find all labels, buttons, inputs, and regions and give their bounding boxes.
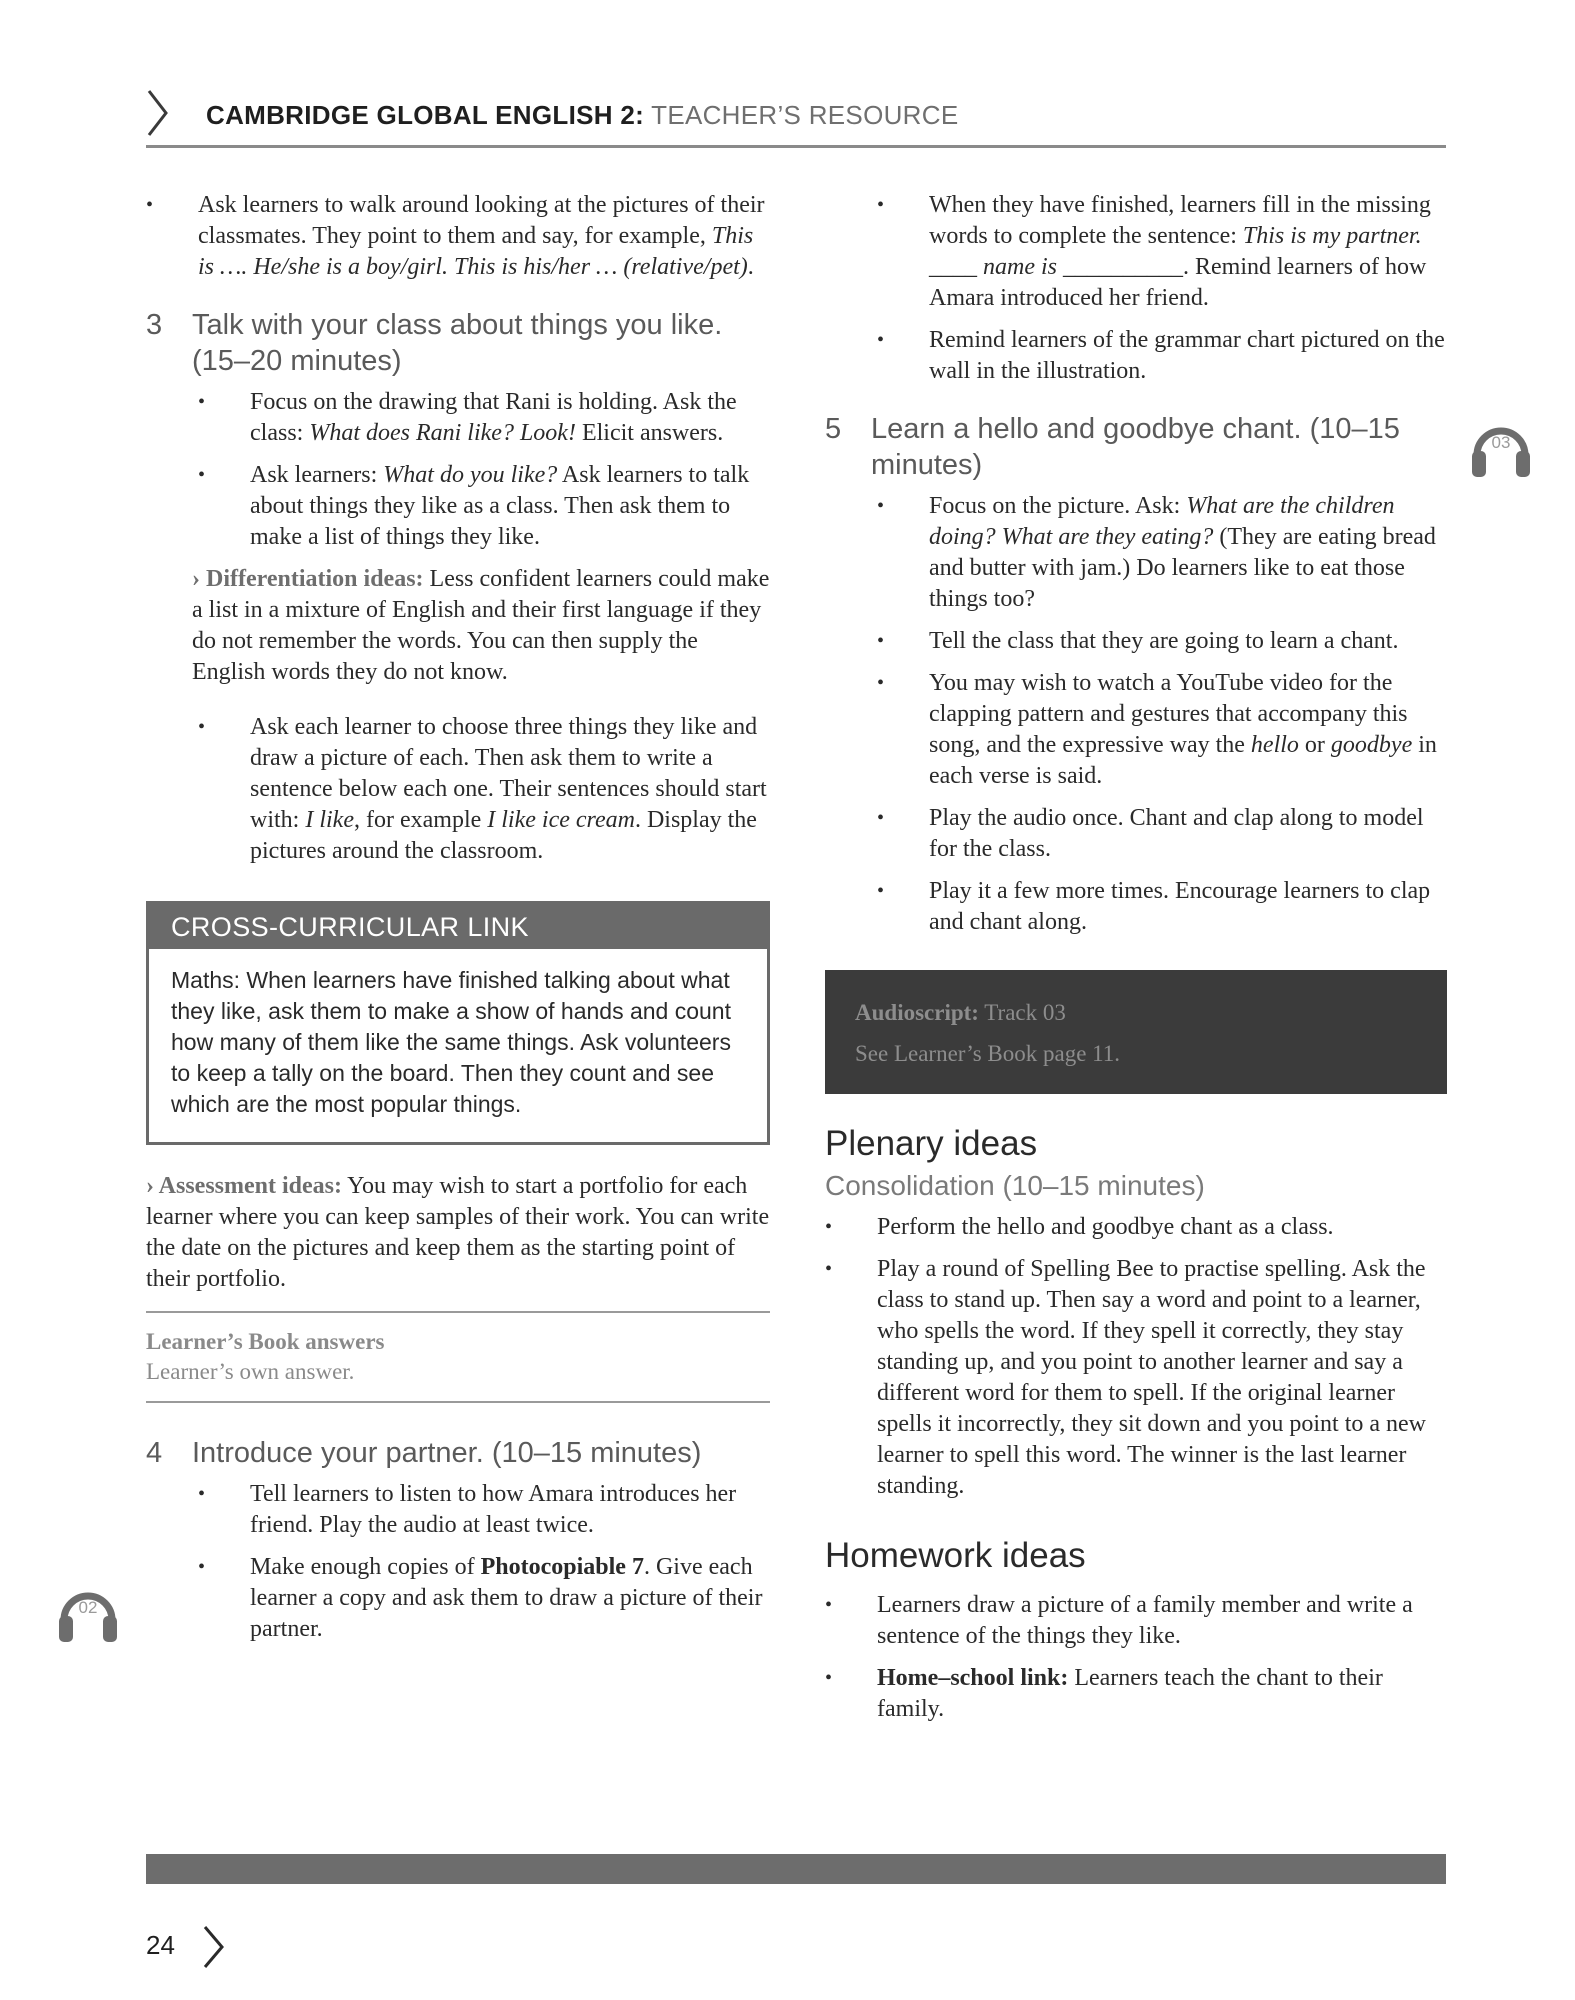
page-number: 24 — [146, 1930, 175, 1960]
cross-curricular-heading: CROSS-CURRICULAR LINK — [149, 904, 767, 949]
sec3-bullet-draw: • Ask each learner to choose three things they like and draw a picture of each. Then ask them to write a sentence below each one. Their sentences should start with: I like, for example I like ice cream. Display the pictures around the classroom. — [198, 712, 770, 867]
sec3-bullet-focus: • Focus on the drawing that Rani is holding. Ask the class: What does Rani like? Look! Elicit answers. — [198, 387, 770, 449]
chevron-right-icon — [146, 88, 170, 138]
right-column — [825, 190, 1447, 1736]
plenary-heading: Plenary ideas — [825, 1124, 1038, 1163]
plenary-bullet-chant: • Perform the hello and goodbye chant as a class. — [825, 1212, 1447, 1243]
plenary-bullet-spelling-bee: • Play a round of Spelling Bee to practise spelling. Ask the class to stand up. Then say a word and point to a learner, who spells the word. If they spell it correctly, they stay standing up, and you point to another learner and say a different word for them to spell. If the original learner spells it incorrectly, they sit down and you point to a new learner to spell this word. The winner is the last learner standing. — [825, 1254, 1447, 1502]
running-title — [206, 100, 958, 131]
homework-bullet-home-school: • Home–school link: Learners teach the chant to their family. — [825, 1663, 1447, 1725]
footer-bar — [146, 1854, 1446, 1884]
differentiation-ideas: › Differentiation ideas: Less confident learners could make a list in a mixture of English and their first language if they do not remember the words. You can then supply the English words they do not know. — [192, 566, 770, 685]
cross-curricular-box — [146, 901, 770, 1145]
left-column — [146, 190, 770, 1656]
resource-title: TEACHER’S RESOURCE — [651, 100, 959, 130]
audio-track-number: 03 — [1491, 433, 1511, 452]
section-3-heading: 3 Talk with your class about things you like. (15–20 minutes) — [146, 309, 723, 377]
headphones-icon — [55, 1580, 121, 1644]
sec4-bullet-listen: • Tell learners to listen to how Amara introduces her friend. Play the audio at least twice. — [198, 1479, 770, 1541]
book-title: CAMBRIDGE GLOBAL ENGLISH 2: — [206, 100, 645, 130]
consolidation-subheading: Consolidation (10–15 minutes) — [825, 1170, 1205, 1201]
cross-curricular-body: Maths: When learners have finished talking about what they like, ask them to make a show of hands and count how many of them like the same things. Ask volunteers to keep a tally on the board. Then they count and see which are the most popular things. — [171, 967, 731, 1117]
sec5-bullet-focus: • Focus on the picture. Ask: What are the children doing? What are they eating? (They are eating bread and butter with jam.) Do learners like to eat those things too? — [877, 491, 1447, 615]
sec5-bullet-play-once: • Play the audio once. Chant and clap along to model for the class. — [877, 803, 1447, 865]
chevron-right-icon — [202, 1924, 226, 1970]
page-header — [146, 88, 1446, 148]
headphones-icon — [1468, 415, 1534, 479]
homework-bullet-draw: • Learners draw a picture of a family member and write a sentence of the things they like. — [825, 1590, 1447, 1652]
bullet-grammar-chart: • Remind learners of the grammar chart pictured on the wall in the illustration. — [877, 325, 1447, 387]
header-divider — [146, 145, 1446, 148]
sec3-bullet-ask: • Ask learners: What do you like? Ask learners to talk about things they like as a class. Then ask them to make a list of things they like. — [198, 460, 770, 553]
sec4-bullet-copies: • Make enough copies of Photocopiable 7. Give each learner a copy and ask them to draw a picture of their partner. — [198, 1552, 770, 1645]
section-4-heading: 4 Introduce your partner. (10–15 minutes) — [146, 1437, 702, 1469]
divider-bottom — [146, 1401, 770, 1403]
sec5-bullet-video: • You may wish to watch a YouTube video for the clapping pattern and gestures that accompany this song, and the expressive way the hello or goodbye in each verse is said. — [877, 668, 1447, 792]
bullet-walk-around: • Ask learners to walk around looking at the pictures of their classmates. They point to them and say, for example, This is …. He/she is a boy/girl. This is his/her … (relative/pet). — [146, 190, 770, 283]
homework-heading: Homework ideas — [825, 1536, 1086, 1575]
sec5-bullet-play-more: • Play it a few more times. Encourage learners to clap and chant along. — [877, 876, 1447, 938]
section-5-heading: 5 Learn a hello and goodbye chant. (10–15 minutes) — [825, 413, 1400, 481]
differentiation-label: › Differentiation ideas: — [192, 566, 424, 592]
audio-track-number: 02 — [78, 1598, 98, 1617]
sec5-bullet-chant: • Tell the class that they are going to learn a chant. — [877, 626, 1447, 657]
assessment-ideas: › Assessment ideas: You may wish to start a portfolio for each learner where you can keep samples of their work. You can write the date on the pictures and keep them as the starting point of their portfolio. — [146, 1173, 770, 1292]
audioscript-box: Audioscript: Track 03 See Learner’s Book page 11. — [825, 970, 1447, 1094]
bullet-fill-missing: • When they have finished, learners fill in the missing words to complete the sentence: This is my partner. ____ name is __________. Remind learners of how Amara introduced her friend. — [877, 190, 1447, 314]
learners-book-answers: Learner’s Book answers Learner’s own answer. — [146, 1329, 385, 1384]
